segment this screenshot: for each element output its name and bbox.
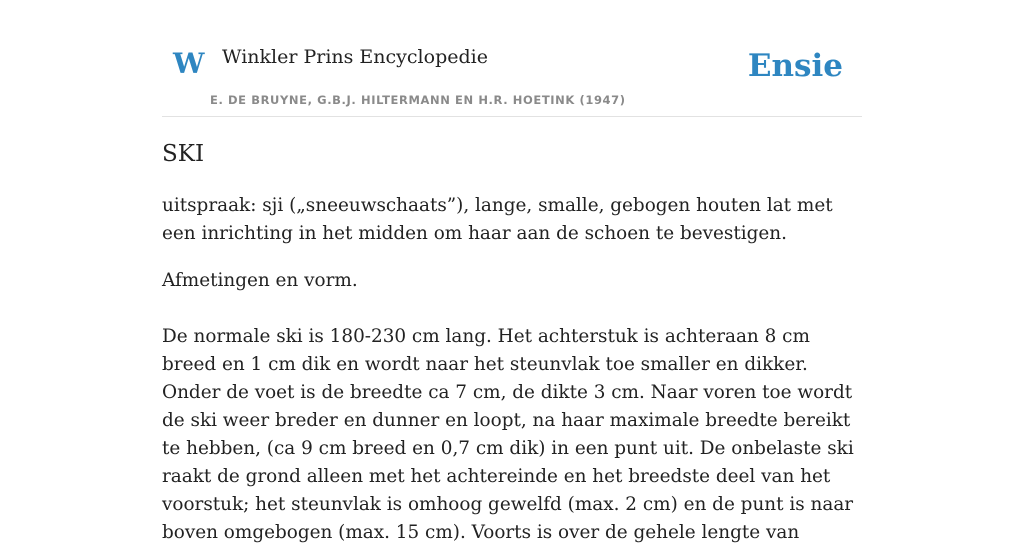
article-paragraph: uitspraak: sji („sneeuwschaats”), lange, smalle, gebogen houten lat met een inrichting in het midden om haar aan de schoen te bevestigen. (162, 195, 833, 244)
source-header (162, 0, 862, 117)
source-title-link[interactable]: Winkler Prins Encyclopedie (222, 46, 488, 68)
article-paragraph: De normale ski is 180-230 cm lang. Het achterstuk is achteraan 8 cm breed en 1 cm dik en wordt naar het steunvlak toe smaller en dikker. Onder de voet is de breedte ca 7 cm, de dikte 3 cm. Naar voren toe wordt de ski weer breder en dunner en loopt, na haar maximale breedte bereikt te hebben, (ca 9 cm breed en 0,7 cm dik) in een punt uit. De onbelaste ski raakt de grond alleen met het achtereinde en het breedste deel van het voorstuk; het steunvlak is omhoog gewelfd (max. 2 cm) en de punt is naar boven omgebogen (max. 15 cm). Voorts is over de gehele lengte van (162, 326, 854, 543)
section-heading: Afmetingen en vorm. (162, 270, 358, 291)
ensie-logo[interactable]: Ensie (747, 48, 843, 84)
article-page (162, 0, 862, 543)
source-logo[interactable]: W (173, 47, 205, 80)
page-title: SKI (162, 141, 205, 167)
source-authors: E. DE BRUYNE, G.B.J. HILTERMANN EN H.R. HOETINK (1947) (210, 93, 626, 107)
